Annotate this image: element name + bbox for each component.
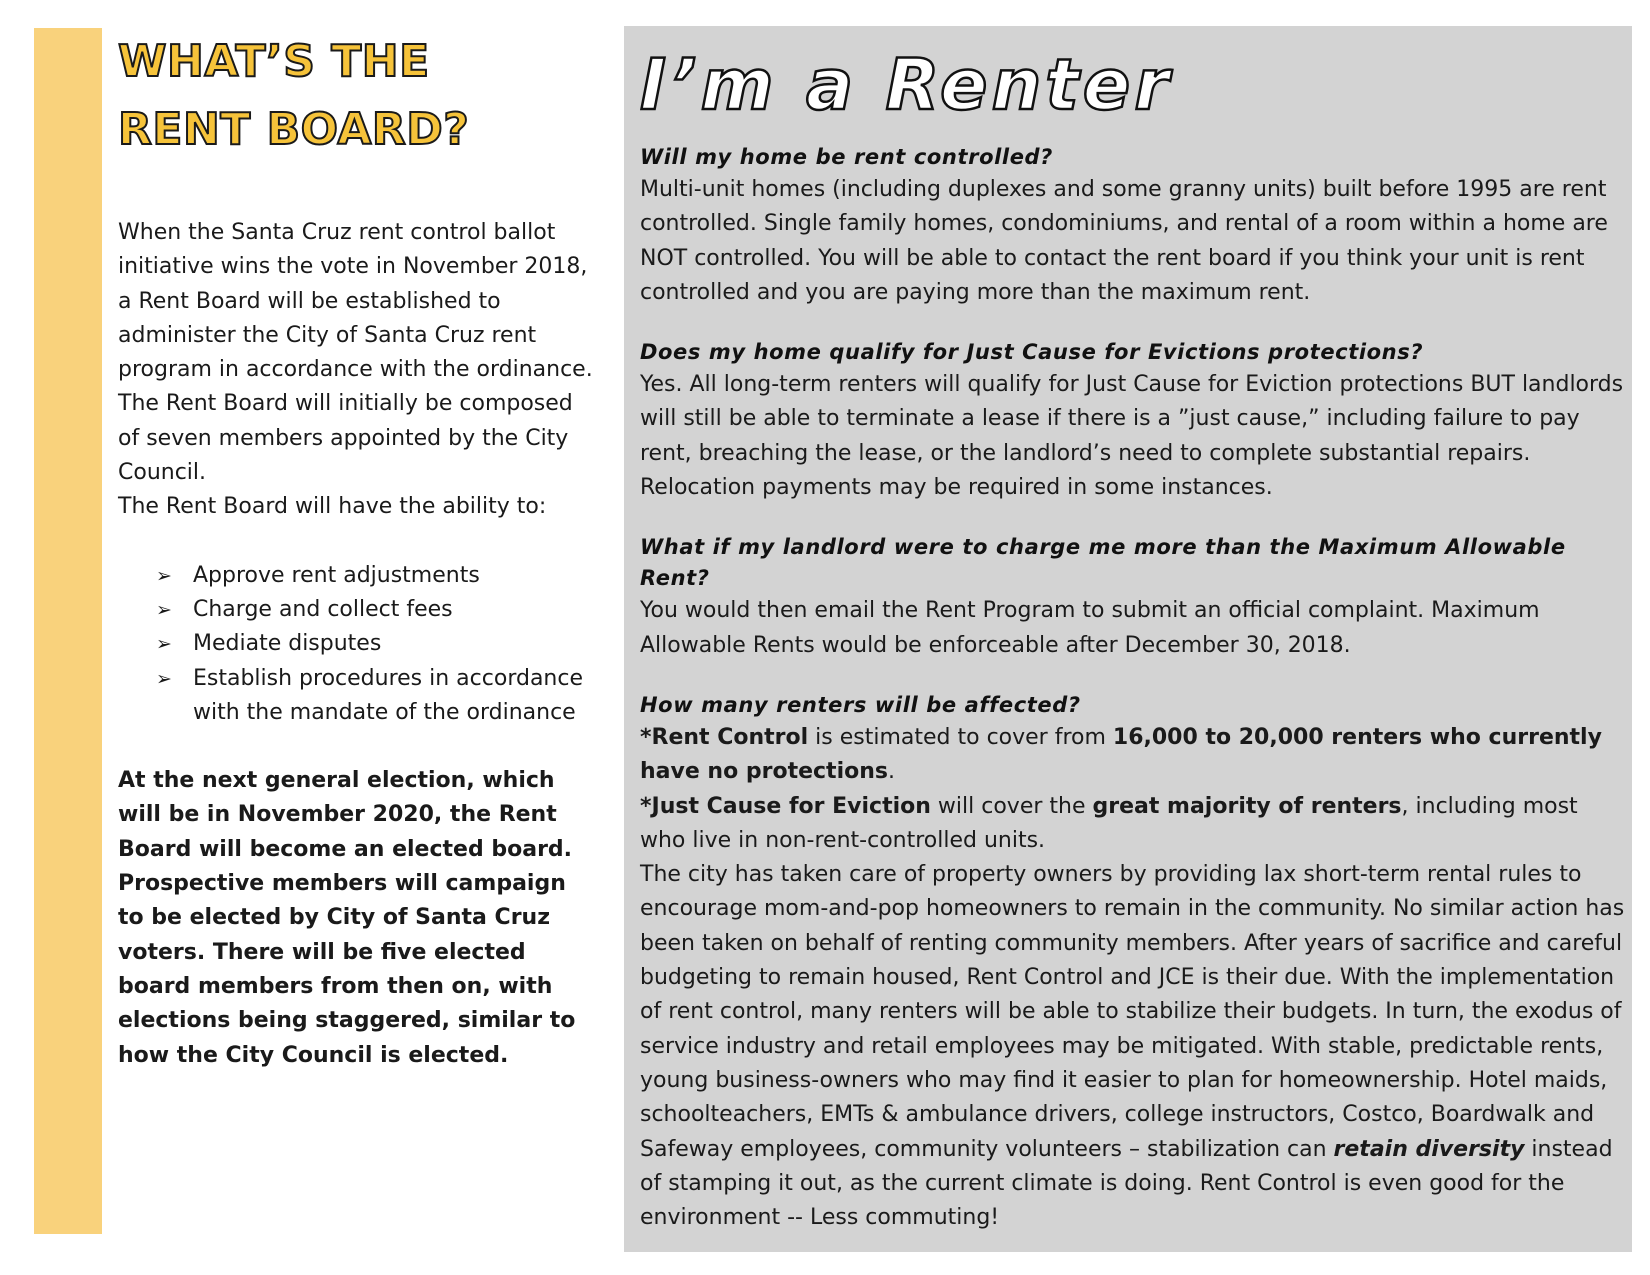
- list-item: ➢ Establish procedures in accordance with the mandate of the ordinance: [118, 662, 594, 731]
- question-4: How many renters will be affected?: [640, 692, 1081, 717]
- title-line-2: RENT BOARD?: [118, 104, 470, 155]
- answer-1: Multi-unit homes (including duplexes and some granny units) built before 1995 are rent controlled. Single family homes, condominiums, and rental of a room within a home are NOT controlled. You will be able to contact the rent board if you think your unit is rent controlled and you are paying more than the maximum rent.: [640, 177, 1608, 305]
- arrow-bullet-icon: ➢: [156, 667, 172, 690]
- intro-paragraph: When the Santa Cruz rent control ballot initiative wins the vote in November 2018, a Rent Board will be established to administer the City of Santa Cruz rent program in accordance with the ordinance. The Rent Board will initially be composed of seven members appointed by the City Council.: [118, 220, 593, 486]
- arrow-bullet-icon: ➢: [156, 633, 172, 656]
- intro-text: [118, 216, 594, 525]
- arrow-bullet-icon: ➢: [156, 598, 172, 621]
- arrow-bullet-icon: ➢: [156, 564, 172, 587]
- rent-board-column: [118, 28, 594, 1073]
- rent-board-title: [118, 28, 594, 164]
- list-item: ➢ Mediate disputes: [118, 627, 594, 661]
- ability-paragraph: The Rent Board will have the ability to:: [118, 494, 547, 520]
- election-paragraph: At the next general election, which will be in November 2020, the Rent Board will become an elected board. Prospective members will campaign to be elected by City of Santa Cruz voters. There will be five elected board members from then on, with elections being staggered, similar to how the City Council is elected.: [118, 768, 576, 1068]
- answer-4-just-cause: *Just Cause for Eviction will cover the great majority of renters, including most who live in non-rent-controlled units.: [640, 793, 1578, 853]
- answer-3: You would then email the Rent Program to submit an official complaint. Maximum Allowable Rents would be enforceable after December 30, 2018.: [640, 598, 1540, 658]
- question-2: Does my home qualify for Just Cause for Evictions protections?: [640, 340, 1424, 365]
- renter-title: I’m a Renter: [640, 44, 1173, 126]
- list-item: ➢ Approve rent adjustments: [118, 559, 594, 593]
- faq-section: [640, 142, 1625, 1235]
- abilities-list: [118, 559, 594, 730]
- answer-2: Yes. All long-term renters will qualify for Just Cause for Eviction protections BUT landlords will still be able to terminate a lease if there is a ”just cause,” including failure to pay rent, breaching the lease, or the landlord’s need to complete substantial repairs. Relocation payments may be required in some instances.: [640, 372, 1624, 501]
- accent-bar: [34, 28, 102, 1234]
- renter-panel: [624, 26, 1632, 1252]
- closing-paragraph: The city has taken care of property owners by providing lax short-term rental rules to encourage mom-and-pop homeowners to remain in the community. No similar action has been taken on behalf of renting community members. After years of sacrifice and careful budgeting to remain housed, Rent Control and JCE is their due. With the implementation of rent control, many renters will be able to stabilize their budgets. In turn, the exodus of service industry and retail employees may be mitigated. With stable, predictable rents, young business-owners who may find it easier to plan for homeownership. Hotel maids, schoolteachers, EMTs & ambulance drivers, college instructors, Costco, Boardwalk and Safeway employees, community volunteers – stabilization can retain diversity instead of stamping it out, as the current climate is doing. Rent Control is even good for the environment -- Less commuting!: [640, 862, 1625, 1231]
- list-item: ➢ Charge and collect fees: [118, 593, 594, 627]
- title-line-1: WHAT’S THE: [118, 36, 430, 87]
- answer-4-rent-control: *Rent Control is estimated to cover from 16,000 to 20,000 renters who currently have no protections.: [640, 724, 1602, 785]
- question-1: Will my home be rent controlled?: [640, 145, 1053, 169]
- question-3: What if my landlord were to charge me more than the Maximum Allowable Rent?: [640, 535, 1566, 591]
